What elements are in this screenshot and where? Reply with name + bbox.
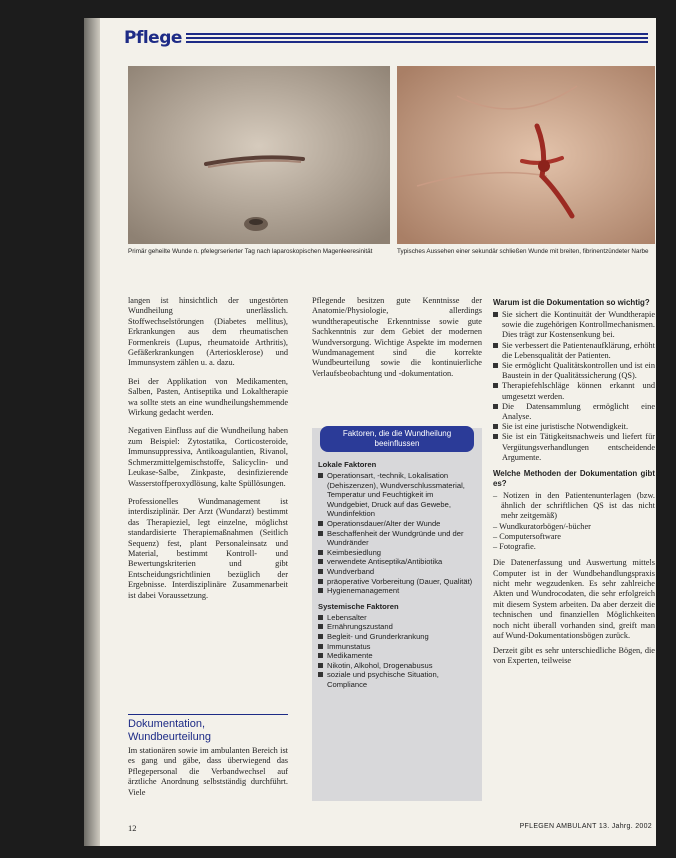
section-heading: Dokumentation, Wundbeurteilung: [128, 714, 288, 744]
paragraph: Negativen Einfluss auf die Wundheilung haben zum Beispiel: Zytostatika, Corticosteroide, Immunsuppressiva, Antikoagulantien, Rivanol, Schmerzmittelgemischstoffe, Salicyclin- und Leukase-Salbe, Zinkpaste, desinfizierende Wasserstoffperoxydlösung, kalte Spüllösungen.: [128, 426, 288, 488]
list-item: – Fotografie.: [493, 542, 655, 552]
question-heading: Welche Methoden der Dokumentation gibt es?: [493, 469, 655, 489]
list-item: Lebensalter: [318, 613, 476, 623]
factors-infobox: [312, 428, 482, 801]
paragraph: Pflegende besitzen gute Kenntnisse der Anatomie/Physiologie, allerdings wundtherapeutische Erkenntnisse sowie gute Sachkenntnis zur dem Gebiet der modernen Wundversorgung. Wichtige Aspekte im modernen Wundmanagement sind die korrekte Wundbeurteilung sowie die kontinuierliche Verlaufsbeobachtung und -dokumentation.: [312, 296, 482, 378]
list-item: Die Datensammlung ermöglicht eine Analyse.: [493, 402, 655, 422]
list-item: Ernährungszustand: [318, 622, 476, 632]
local-factors-heading: Lokale Faktoren: [318, 460, 377, 469]
wound-photo-secondary-healing: [397, 66, 655, 244]
paragraph: Derzeit gibt es sehr unterschiedliche Bögen, die von Experten, teilweise: [493, 645, 655, 665]
page-number: 12: [128, 823, 137, 833]
list-item: Beschaffenheit der Wundgründe und der Wundränder: [318, 529, 476, 548]
list-item: Hygienemanagement: [318, 586, 476, 596]
list-item: Begleit- und Grunderkrankung: [318, 632, 476, 642]
list-item: Nikotin, Alkohol, Drogenabusus: [318, 661, 476, 671]
local-factors-list: [318, 471, 476, 596]
infobox-title: Faktoren, die die Wundheilung beeinflussen: [320, 426, 474, 452]
header-rule: [186, 33, 648, 44]
article-column-2: [312, 296, 482, 387]
reasons-list: [493, 310, 655, 463]
list-item: Therapiefehlschläge können erkannt und umgesetzt werden.: [493, 381, 655, 401]
publication-footer: PFLEGEN AMBULANT 13. Jahrg. 2002: [519, 823, 652, 830]
list-item: – Notizen in den Patientenunterlagen (bzw. ähnlich der schriftlichen QS ist das nicht mehr zeitgemäß): [493, 491, 655, 522]
list-item: – Wundkuratorbögen/-bücher: [493, 522, 655, 532]
methods-list: [493, 491, 655, 552]
article-column-3: [493, 298, 655, 666]
list-item: Sie ist eine juristische Notwendigkeit.: [493, 422, 655, 432]
paragraph: Die Datenerfassung und Auswertung mittels Computer ist in der Wundbehandlungspraxis nicht mehr wegzudenken. Es sehr zahlreiche Akten und Wundrocodaten, die sehr erfolgreich mit diesem System arbeiten. Da aber derzeit die technischen und finanziellen Möglichkeiten noch nicht überall vorhanden sind, greift man auf Wund-Dokumentationsbögen zurück.: [493, 558, 655, 641]
list-item: – Computersoftware: [493, 532, 655, 542]
list-item: Wundverband: [318, 567, 476, 577]
list-item: soziale und psychische Situation, Compliance: [318, 670, 476, 689]
systemic-factors-heading: Systemische Faktoren: [318, 601, 399, 611]
list-item: Keimbesiedlung: [318, 548, 476, 558]
list-item: Immunstatus: [318, 642, 476, 652]
systemic-factors-list: [318, 613, 476, 690]
list-item: Sie ist ein Tätigkeitsnachweis und liefert für Vergütungsverhandlungen entscheidende Argumente.: [493, 432, 655, 463]
wound-photo-primary-healing: [128, 66, 390, 244]
paragraph: Bei der Applikation von Medikamenten, Salben, Pasten, Antiseptika und Lokaltherapie wa sollte stets an eine wundheilungshemmende Wirkung gedacht werden.: [128, 376, 288, 418]
list-item: Sie ermöglicht Qualitätskontrollen und ist ein Baustein in der Qualitätssicherung (QS).: [493, 361, 655, 381]
photo-caption-left: Primär geheilte Wunde n. pfelegrserierter Tag nach laparoskopischen Magenleeresinität: [128, 248, 373, 255]
section-body: Im stationären sowie im ambulanten Bereich ist es gang und gäbe, dass überwiegend das Pflegepersonal die Verbandwechsel auf ärztliche Anordnung selbstständig durchführt. Viele: [128, 746, 288, 797]
list-item: Operationsart, -technik, Lokalisation (Dehiszenzen), Wundverschlussmaterial, Temperatur und Feuchtigkeit im Wundgebiet, Druck auf das Gewebe, Wundinfektion: [318, 471, 476, 519]
article-column-1: [128, 296, 288, 609]
list-item: Medikamente: [318, 651, 476, 661]
list-item: Operationsdauer/Alter der Wunde: [318, 519, 476, 529]
paragraph: langen ist hinsichtlich der ungestörten Wundheilung unerlässlich. Stoffwechselstörungen (Diabetes mellitus), Erkrankungen aus dem rheumatischen Formenkreis (Lupus, rheumatoide Arthritis), Gefäßerkrankungen (Arteriosklerose) und Immunsystem zählen u. a. dazu.: [128, 296, 288, 368]
paragraph: Professionelles Wundmanagement ist interdisziplinär. Der Arzt (Wundarzt) bestimmt das Therapieziel, legt einzelne, möglichst standardisierte Therapiemaßnahmen (Seitlich Sequenz) fest, plant Personaleinsatz und Material, bestimmt Kontroll- und Bewertungskriterien und gibt Entscheidungsrichtlinien bezüglich der Ergebnisse. Interdisziplinäre Zusammenarbeit ist dabei Voraussetzung.: [128, 496, 288, 600]
list-item: Sie verbessert die Patientenaufklärung, erhöht die Lebensqualität der Patienten.: [493, 341, 655, 361]
question-heading: Warum ist die Dokumentation so wichtig?: [493, 298, 650, 307]
page-spine-shadow: [84, 18, 100, 846]
list-item: verwendete Antiseptika/Antibiotika: [318, 557, 476, 567]
list-item: präoperative Vorbereitung (Dauer, Qualität): [318, 577, 476, 587]
photo-caption-right: Typisches Aussehen einer sekundär schließen Wunde mit breiten, fibrinentzündeter Narbe: [397, 248, 649, 255]
section-title: Pflege: [124, 28, 182, 48]
list-item: Sie sichert die Kontinuität der Wundtherapie sowie die zugehörigen Kontrollmechanismen. Dies trägt zur Kostensenkung bei.: [493, 310, 655, 341]
